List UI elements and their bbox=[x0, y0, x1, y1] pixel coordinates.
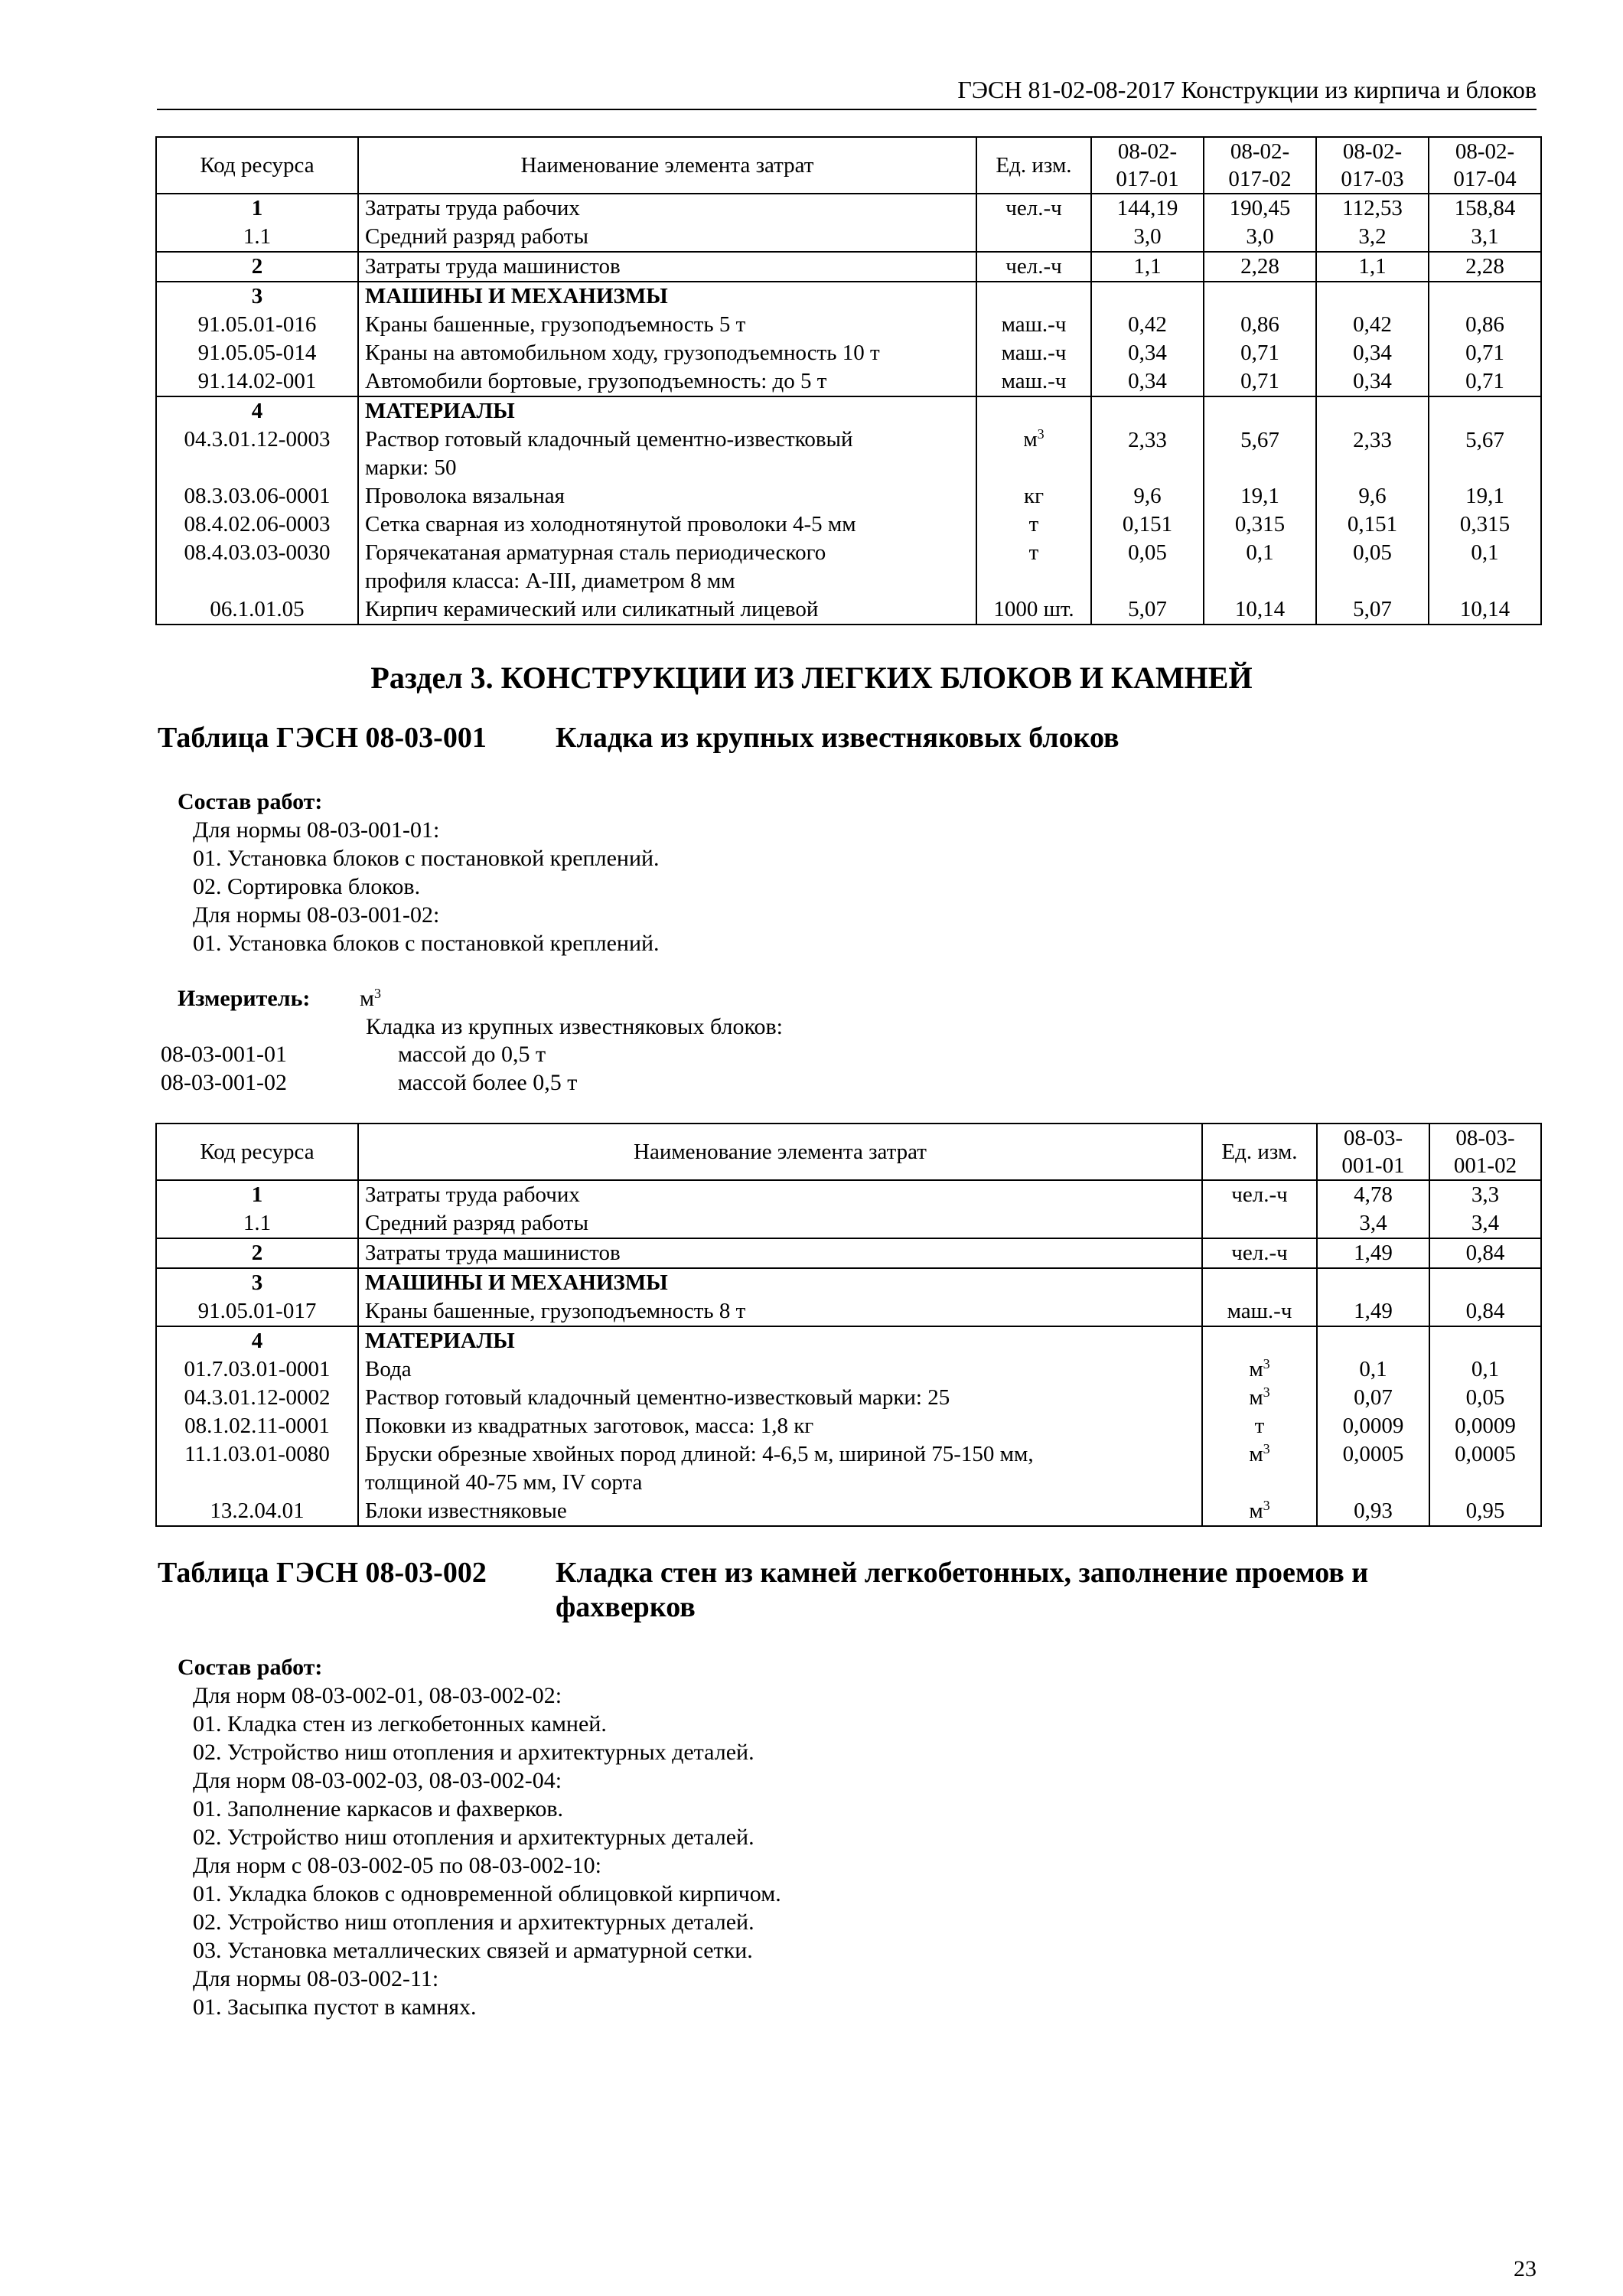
table-row: 2 Затраты труда машинистов чел.-ч 1,1 2,28 1,1 2,28 bbox=[156, 252, 1541, 282]
table-row: 91.05.01-017 Краны башенные, грузоподъемность 8 т маш.-ч 1,49 0,84 bbox=[156, 1297, 1541, 1326]
table-row: 4 МАТЕРИАЛЫ bbox=[156, 1326, 1541, 1355]
table-header-row bbox=[156, 137, 1541, 194]
norm-code: 08-03-001-01 bbox=[161, 1042, 287, 1067]
works-line: 02. Сортировка блоков. bbox=[193, 874, 421, 899]
table-row: 4 МАТЕРИАЛЫ bbox=[156, 396, 1541, 426]
works-line: Для нормы 08-03-002-11: bbox=[193, 1966, 439, 1991]
col-header-norm: 08-02- 017-04 bbox=[1429, 137, 1541, 194]
works-line: 01. Установка блоков с постановкой креплений. bbox=[193, 931, 660, 956]
col-header-unit: Ед. изм. bbox=[976, 137, 1091, 194]
works-line: Для нормы 08-03-001-01: bbox=[193, 817, 440, 843]
table-title-08-03-001: Кладка из крупных известняковых блоков bbox=[556, 722, 1119, 754]
table-row: 1.1 Средний разряд работы 3,4 3,4 bbox=[156, 1209, 1541, 1238]
table-row: 1.1 Средний разряд работы 3,0 3,0 3,2 3,1 bbox=[156, 223, 1541, 252]
col-header-code: Код ресурса bbox=[156, 1124, 358, 1180]
table-row: 06.1.01.05 Кирпич керамический или силикатный лицевой 1000 шт. 5,07 10,14 5,07 10,14 bbox=[156, 595, 1541, 625]
works-label: Состав работ: bbox=[178, 1655, 323, 1680]
page-number: 23 bbox=[1514, 2256, 1537, 2281]
col-header-norm: 08-02- 017-02 bbox=[1204, 137, 1316, 194]
works-line: 02. Устройство ниш отопления и архитектурных деталей. bbox=[193, 1825, 754, 1850]
table-row: 11.1.03.01-0080 Бруски обрезные хвойных пород длиной: 4-6,5 м, шириной 75-150 мм, толщиной 40-75 мм, IV сорта $м^3$ 0,0005 0,0005 bbox=[156, 1440, 1541, 1497]
col-header-name: Наименование элемента затрат bbox=[358, 1124, 1202, 1180]
table-row: 91.05.05-014 Краны на автомобильном ходу, грузоподъемность 10 т маш.-ч 0,34 0,71 0,34 0,71 bbox=[156, 339, 1541, 367]
header-title: ГЭСН 81-02-08-2017 Конструкции из кирпича и блоков bbox=[957, 76, 1537, 103]
table-row: 08.4.03.03-0030 Горячекатаная арматурная сталь периодического профиля класса: A-III, диаметром 8 мм т 0,05 0,1 0,05 0,1 bbox=[156, 539, 1541, 595]
works-line: Для норм 08-03-002-03, 08-03-002-04: bbox=[193, 1768, 562, 1793]
norm-description: массой более 0,5 т bbox=[398, 1070, 578, 1095]
col-header-code: Код ресурса bbox=[156, 137, 358, 194]
norm-code: 08-03-001-02 bbox=[161, 1070, 287, 1095]
table-title-08-03-002-line1: Кладка стен из камней легкобетонных, заполнение проемов и bbox=[556, 1557, 1369, 1589]
works-line: Для нормы 08-03-001-02: bbox=[193, 902, 440, 928]
table-label-08-03-002: Таблица ГЭСН 08-03-002 bbox=[158, 1557, 487, 1589]
col-header-norm: 08-02- 017-01 bbox=[1091, 137, 1204, 194]
table-row: 91.14.02-001 Автомобили бортовые, грузоподъемность: до 5 т маш.-ч 0,34 0,71 0,34 0,71 bbox=[156, 367, 1541, 396]
works-line: 02. Устройство ниш отопления и архитектурных деталей. bbox=[193, 1740, 754, 1765]
meter-unit: $м^3$ bbox=[360, 986, 381, 1011]
col-header-norm: 08-02- 017-03 bbox=[1316, 137, 1429, 194]
meter-label: Измеритель: bbox=[178, 986, 311, 1011]
resource-table-08-03-001 bbox=[155, 1123, 1542, 1527]
table-row: 3 МАШИНЫ И МЕХАНИЗМЫ bbox=[156, 282, 1541, 311]
table-row: 08.1.02.11-0001 Поковки из квадратных заготовок, масса: 1,8 кг т 0,0009 0,0009 bbox=[156, 1412, 1541, 1440]
meter-description: Кладка из крупных известняковых блоков: bbox=[366, 1014, 783, 1039]
table-title-08-03-002-line2: фахверков bbox=[556, 1591, 696, 1623]
resource-table-08-02-017 bbox=[155, 136, 1542, 625]
table-row: 1 Затраты труда рабочих чел.-ч 144,19 190,45 112,53 158,84 bbox=[156, 194, 1541, 223]
table-header-row bbox=[156, 1124, 1541, 1180]
table-row: 04.3.01.12-0002 Раствор готовый кладочный цементно-известковый марки: 25 $м^3$ 0,07 0,05 bbox=[156, 1384, 1541, 1412]
table-row: 08.3.03.06-0001 Проволока вязальная кг 9,6 19,1 9,6 19,1 bbox=[156, 482, 1541, 510]
works-line: 01. Засыпка пустот в камнях. bbox=[193, 1994, 477, 2020]
col-header-norm: 08-03- 001-01 bbox=[1317, 1124, 1429, 1180]
works-line: Для норм 08-03-002-01, 08-03-002-02: bbox=[193, 1683, 562, 1708]
table-row: 91.05.01-016 Краны башенные, грузоподъемность 5 т маш.-ч 0,42 0,86 0,42 0,86 bbox=[156, 311, 1541, 339]
works-label: Состав работ: bbox=[178, 789, 323, 814]
table-row: 1 Затраты труда рабочих чел.-ч 4,78 3,3 bbox=[156, 1180, 1541, 1209]
section-title: Раздел 3. КОНСТРУКЦИИ ИЗ ЛЕГКИХ БЛОКОВ И КАМНЕЙ bbox=[370, 660, 1253, 695]
col-header-norm: 08-03- 001-02 bbox=[1429, 1124, 1541, 1180]
works-line: 01. Заполнение каркасов и фахверков. bbox=[193, 1796, 564, 1821]
works-line: 03. Установка металлических связей и арматурной сетки. bbox=[193, 1938, 753, 1963]
works-line: 01. Кладка стен из легкобетонных камней. bbox=[193, 1711, 607, 1737]
works-line: 02. Устройство ниш отопления и архитектурных деталей. bbox=[193, 1910, 754, 1935]
table-label-08-03-001: Таблица ГЭСН 08-03-001 bbox=[158, 722, 487, 754]
works-line: 01. Укладка блоков с одновременной облицовкой кирпичом. bbox=[193, 1881, 781, 1906]
norm-description: массой до 0,5 т bbox=[398, 1042, 546, 1067]
running-header bbox=[157, 73, 1537, 110]
table-row: 01.7.03.01-0001 Вода $м^3$ 0,1 0,1 bbox=[156, 1355, 1541, 1384]
works-line: Для норм с 08-03-002-05 по 08-03-002-10: bbox=[193, 1853, 601, 1878]
col-header-unit: Ед. изм. bbox=[1202, 1124, 1317, 1180]
table-row: 08.4.02.06-0003 Сетка сварная из холоднотянутой проволоки 4-5 мм т 0,151 0,315 0,151 0,315 bbox=[156, 510, 1541, 539]
table-row: 04.3.01.12-0003 Раствор готовый кладочный цементно-известковый марки: 50 $м^3$ 2,33 5,67 2,33 5,67 bbox=[156, 426, 1541, 482]
table-row: 2 Затраты труда машинистов чел.-ч 1,49 0,84 bbox=[156, 1238, 1541, 1268]
table-row: 13.2.04.01 Блоки известняковые $м^3$ 0,93 0,95 bbox=[156, 1497, 1541, 1526]
table-row: 3 МАШИНЫ И МЕХАНИЗМЫ bbox=[156, 1268, 1541, 1297]
col-header-name: Наименование элемента затрат bbox=[358, 137, 976, 194]
works-line: 01. Установка блоков с постановкой креплений. bbox=[193, 846, 660, 871]
